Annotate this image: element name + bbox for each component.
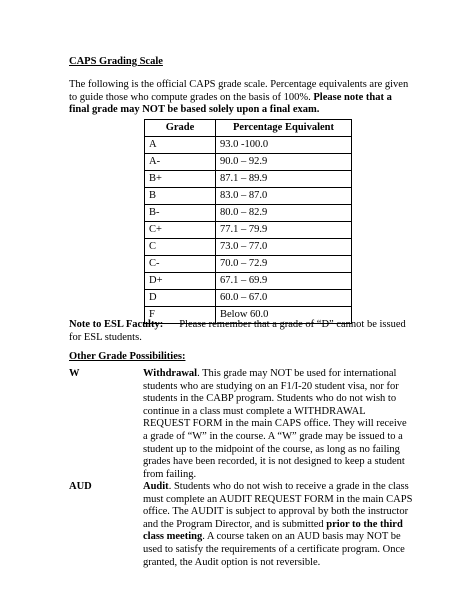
withdrawal-description (143, 368, 413, 481)
grade-cell: C- (145, 256, 216, 273)
grade-cell: B (145, 188, 216, 205)
audit-description (143, 481, 413, 569)
grade-cell: D+ (145, 273, 216, 290)
header-percentage: Percentage Equivalent (216, 120, 352, 137)
grade-cell: D (145, 290, 216, 307)
table-row (145, 171, 352, 188)
esl-note (69, 319, 409, 344)
table-row (145, 222, 352, 239)
percentage-cell: 90.0 – 92.9 (216, 154, 352, 171)
table-row (145, 273, 352, 290)
grade-cell: C+ (145, 222, 216, 239)
grade-cell: F (145, 307, 216, 324)
table-row (145, 154, 352, 171)
esl-note-label: Note to ESL Faculty: (69, 319, 164, 330)
percentage-cell: 60.0 – 67.0 (216, 290, 352, 307)
percentage-cell: Below 60.0 (216, 307, 352, 324)
audit-text-before: . Students who do not wish to receive a grade in the class must complete an AUDIT REQUEST FORM in the main CAPS office. The AUDIT is subject to approval by both the instructor and the Program Director, and is submitted (143, 481, 413, 530)
grade-cell: C (145, 239, 216, 256)
intro-bold-note: Please note that a final grade may NOT be based solely upon a final exam. (69, 91, 392, 116)
percentage-cell: 67.1 – 69.9 (216, 273, 352, 290)
header-grade: Grade (145, 120, 216, 137)
intro-text: The following is the official CAPS grade scale. Percentage equivalents are given to guide those who compute grades on the basis of 100%. (69, 79, 409, 103)
percentage-cell: 93.0 -100.0 (216, 137, 352, 154)
percentage-cell: 80.0 – 82.9 (216, 205, 352, 222)
intro-paragraph (69, 79, 409, 117)
percentage-cell: 70.0 – 72.9 (216, 256, 352, 273)
percentage-cell: 87.1 – 89.9 (216, 171, 352, 188)
audit-text-after: . A course taken on an AUD basis may NOT be used to satisfy the requirements of a certificate program. Once granted, the Audit option is not reversible. (143, 531, 405, 568)
table-row (145, 137, 352, 154)
other-grades-heading: Other Grade Possibilities: (69, 351, 186, 362)
grade-code-aud: AUD (69, 481, 92, 492)
grade-cell: B+ (145, 171, 216, 188)
esl-note-text: Please remember that a grade of “D” cannot be issued for ESL students. (69, 319, 406, 343)
withdrawal-term: Withdrawal (143, 368, 198, 379)
table-header-row (145, 120, 352, 137)
grade-code-w: W (69, 368, 80, 379)
table-row (145, 205, 352, 222)
table-row (145, 188, 352, 205)
table-body (145, 137, 352, 324)
grade-cell: A- (145, 154, 216, 171)
percentage-cell: 77.1 – 79.9 (216, 222, 352, 239)
audit-term: Audit (143, 481, 169, 492)
table-row (145, 256, 352, 273)
withdrawal-text: . This grade may NOT be used for international students who are studying on an F1/I-20 student visa, nor for students in the CABP program. Students who do not wish to continue in a class must complete a WITHDRAWAL REQUEST FORM in the main CAPS office. They will receive a grade of “W” in the course. A “W” grade may be issued to a student up to the midpoint of the course, as long as no failing grades have been recorded, it is not designed to keep a student from failing. (143, 368, 407, 480)
grade-cell: B- (145, 205, 216, 222)
percentage-cell: 73.0 – 77.0 (216, 239, 352, 256)
grade-scale-table (144, 119, 352, 324)
grade-cell: A (145, 137, 216, 154)
audit-deadline: prior to the third class meeting (143, 518, 403, 543)
table-row (145, 290, 352, 307)
table-row (145, 239, 352, 256)
percentage-cell: 83.0 – 87.0 (216, 188, 352, 205)
page-title: CAPS Grading Scale (69, 56, 163, 67)
